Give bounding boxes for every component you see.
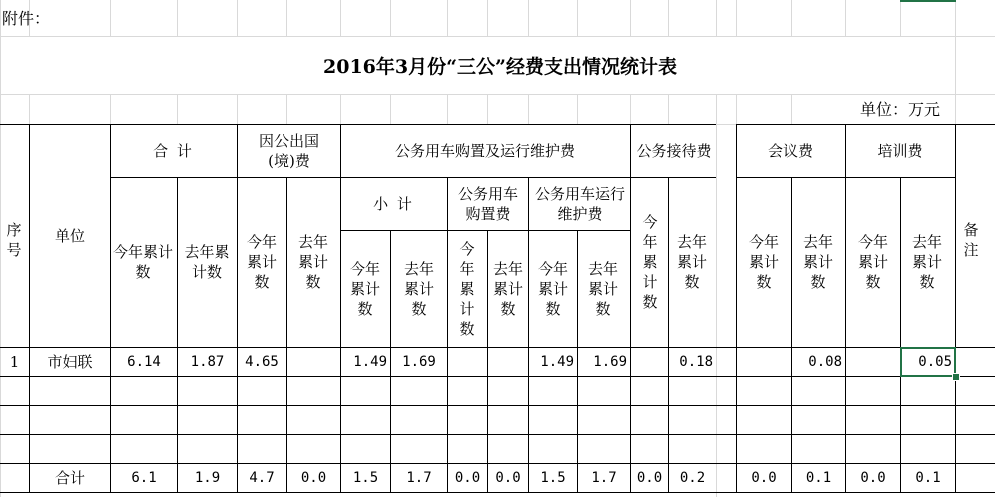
total-cell[interactable]: 0.0 [751,470,777,486]
total-cell[interactable]: 0.1 [915,470,941,486]
header-car-sub: 小 计 [373,194,414,213]
cell-meet-last[interactable]: 0.08 [808,354,842,370]
header-unit: 单位 [54,226,85,245]
header-seq: 序号 [6,221,22,259]
cell-train-this[interactable] [846,348,900,376]
header-abroad-this: 今年累计数 [246,233,277,291]
header-total: 合 计 [153,141,194,160]
cell-car-this[interactable]: 1.49 [353,354,387,370]
header-remark: 备注 [963,221,979,259]
cell-recep-this[interactable] [631,348,668,376]
total-cell[interactable]: 1.9 [194,470,221,486]
cell-train-last[interactable]: 0.05 [918,354,952,370]
total-cell[interactable]: 1.7 [591,470,617,486]
cell-abroad-this[interactable]: 4.65 [245,354,279,370]
total-cell[interactable]: 0.0 [454,470,481,486]
cell-run-last[interactable]: 1.69 [593,354,627,370]
header-total-last: 去年累计数 [184,243,230,281]
column-header-highlight [900,0,956,2]
header-car-total: 公务用车购置及运行维护费 [394,141,575,160]
total-cell[interactable]: 1.5 [540,470,566,486]
header-car-buy-last: 去年累计数 [492,259,523,318]
total-cell[interactable]: 1.7 [406,470,432,486]
header-meet-last: 去年累计数 [802,233,833,291]
header-training: 培训费 [877,141,923,160]
cell-total-this[interactable]: 6.14 [127,354,161,370]
total-cell[interactable]: 0.1 [805,470,832,486]
header-car-buy: 公务用车购置费 [457,184,518,223]
header-car-run-last: 去年累计数 [587,259,618,318]
header-meeting: 会议费 [767,141,813,160]
cell-car-last[interactable]: 1.69 [402,354,436,370]
total-cell[interactable]: 0.2 [679,470,706,486]
attachment-label: 附件： [2,9,51,28]
header-car-run: 公务用车运行维护费 [534,184,625,223]
header-meet-this: 今年累计数 [748,233,779,291]
header-train-last: 去年累计数 [911,233,942,291]
header-car-run-this: 今年累计数 [537,259,568,318]
cell-recep-last[interactable]: 0.18 [679,354,713,370]
cell-abroad-last[interactable] [287,348,340,376]
header-total-this: 今年累计数 [112,243,173,281]
cell-buy-last[interactable] [488,348,528,376]
total-cell[interactable]: 6.1 [131,470,157,486]
fill-handle[interactable] [952,373,960,381]
unit-label: 单位：万元 [859,100,940,119]
header-recep-this: 今年累计数 [642,213,658,311]
total-label[interactable]: 合计 [54,469,85,487]
header-reception: 公务接待费 [636,141,712,160]
header-car-sub-last: 去年累计数 [403,259,434,318]
cell-seq[interactable]: 1 [9,353,20,371]
header-car-buy-this: 今年累计数 [459,239,475,338]
total-cell[interactable]: 0.0 [495,470,521,486]
cell-run-this[interactable]: 1.49 [540,354,574,370]
cell-buy-this[interactable] [448,348,487,376]
header-abroad: 因公出国(境)费 [258,131,319,170]
total-cell[interactable]: 4.7 [249,470,275,486]
cell-meet-this[interactable] [737,348,791,376]
header-recep-last: 去年累计数 [676,233,707,291]
cell-total-last[interactable]: 1.87 [190,354,225,370]
total-cell[interactable]: 0.0 [636,470,663,486]
header-car-sub-this: 今年累计数 [349,259,380,318]
header-train-this: 今年累计数 [857,233,888,291]
cell-unit[interactable]: 市妇联 [47,353,93,371]
total-cell[interactable]: 0.0 [860,470,886,486]
total-cell[interactable]: 0.0 [300,470,327,486]
header-abroad-last: 去年累计数 [297,233,328,291]
page-title: 2016年3月份“三公”经费支出情况统计表 [323,56,677,78]
selected-cell-indicator[interactable] [900,347,956,377]
total-cell[interactable]: 1.5 [352,470,379,486]
